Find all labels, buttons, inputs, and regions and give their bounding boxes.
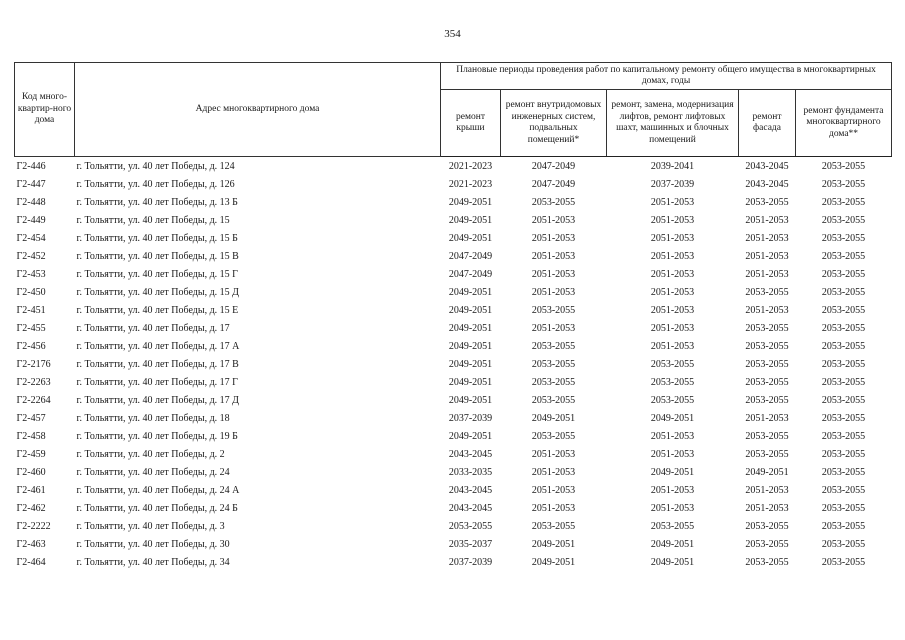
- cell-roof: 2021-2023: [448, 178, 493, 190]
- cell-code: Г2-452: [16, 250, 46, 262]
- cell-elevators: 2049-2051: [650, 538, 695, 550]
- cell-engineering: 2053-2055: [531, 520, 576, 532]
- cell-facade: 2053-2055: [745, 556, 789, 568]
- cell-code: Г2-463: [16, 538, 46, 550]
- cell-address: г. Тольятти, ул. 40 лет Победы, д. 15 Д: [76, 286, 239, 298]
- cell-address: г. Тольятти, ул. 40 лет Победы, д. 24: [76, 466, 230, 478]
- cell-address: г. Тольятти, ул. 40 лет Победы, д. 24 Б: [76, 502, 238, 514]
- cell-code: Г2-2264: [16, 394, 51, 406]
- cell-roof: 2049-2051: [448, 232, 493, 244]
- cell-facade: 2053-2055: [745, 520, 789, 532]
- cell-engineering: 2051-2053: [531, 448, 576, 460]
- cell-foundation: 2053-2055: [821, 286, 866, 298]
- table-row: [15, 319, 892, 337]
- cell-address: г. Тольятти, ул. 40 лет Победы, д. 19 Б: [76, 430, 238, 442]
- cell-roof: 2043-2045: [448, 448, 493, 460]
- cell-foundation: 2053-2055: [821, 178, 866, 190]
- cell-foundation: 2053-2055: [821, 556, 866, 568]
- cell-roof: 2021-2023: [448, 160, 493, 172]
- cell-address: г. Тольятти, ул. 40 лет Победы, д. 34: [76, 556, 230, 568]
- cell-code: Г2-447: [16, 178, 46, 190]
- cell-foundation: 2053-2055: [821, 538, 866, 550]
- cell-elevators: 2051-2053: [650, 250, 695, 262]
- cell-facade: 2053-2055: [745, 538, 789, 550]
- cell-engineering: 2053-2055: [531, 394, 576, 406]
- cell-foundation: 2053-2055: [821, 322, 866, 334]
- cell-engineering: 2053-2055: [531, 340, 576, 352]
- cell-address: г. Тольятти, ул. 40 лет Победы, д. 15 Б: [76, 232, 238, 244]
- cell-code: Г2-451: [16, 304, 46, 316]
- cell-foundation: 2053-2055: [821, 412, 866, 424]
- cell-address: г. Тольятти, ул. 40 лет Победы, д. 24 А: [76, 484, 240, 496]
- cell-code: Г2-464: [16, 556, 46, 568]
- table-row: [15, 463, 892, 481]
- cell-foundation: 2053-2055: [821, 304, 866, 316]
- cell-address: г. Тольятти, ул. 40 лет Победы, д. 13 Б: [76, 196, 238, 208]
- cell-address: г. Тольятти, ул. 40 лет Победы, д. 15 В: [76, 250, 239, 262]
- cell-code: Г2-457: [16, 412, 46, 424]
- cell-address: г. Тольятти, ул. 40 лет Победы, д. 18: [76, 412, 230, 424]
- cell-elevators: 2051-2053: [650, 304, 695, 316]
- cell-roof: 2043-2045: [448, 502, 493, 514]
- table-row: [15, 499, 892, 517]
- cell-address: г. Тольятти, ул. 40 лет Победы, д. 17: [76, 322, 230, 334]
- header-foundation: ремонт фундамента многоквартирного дома**: [796, 90, 892, 157]
- cell-elevators: 2051-2053: [650, 268, 695, 280]
- cell-foundation: 2053-2055: [821, 268, 866, 280]
- cell-roof: 2047-2049: [448, 250, 493, 262]
- cell-engineering: 2053-2055: [531, 430, 576, 442]
- cell-facade: 2051-2053: [745, 502, 789, 514]
- cell-elevators: 2051-2053: [650, 232, 695, 244]
- table-row: [15, 355, 892, 373]
- cell-elevators: 2051-2053: [650, 286, 695, 298]
- cell-roof: 2047-2049: [448, 268, 493, 280]
- cell-facade: 2053-2055: [745, 322, 789, 334]
- cell-foundation: 2053-2055: [821, 340, 866, 352]
- cell-engineering: 2051-2053: [531, 502, 576, 514]
- cell-facade: 2053-2055: [745, 286, 789, 298]
- cell-elevators: 2039-2041: [650, 160, 695, 172]
- cell-elevators: 2053-2055: [650, 376, 695, 388]
- cell-address: г. Тольятти, ул. 40 лет Победы, д. 17 В: [76, 358, 239, 370]
- cell-engineering: 2053-2055: [531, 358, 576, 370]
- cell-facade: 2053-2055: [745, 376, 789, 388]
- cell-code: Г2-2263: [16, 376, 51, 388]
- cell-foundation: 2053-2055: [821, 484, 866, 496]
- cell-roof: 2049-2051: [448, 376, 493, 388]
- table-row: [15, 535, 892, 553]
- cell-code: Г2-458: [16, 430, 46, 442]
- cell-elevators: 2037-2039: [650, 178, 695, 190]
- cell-facade: 2049-2051: [745, 466, 789, 478]
- table-row: [15, 337, 892, 355]
- cell-facade: 2051-2053: [745, 304, 789, 316]
- cell-facade: 2043-2045: [745, 160, 789, 172]
- cell-engineering: 2051-2053: [531, 250, 576, 262]
- table-row: [15, 481, 892, 499]
- cell-engineering: 2051-2053: [531, 268, 576, 280]
- cell-engineering: 2051-2053: [531, 484, 576, 496]
- cell-roof: 2037-2039: [448, 412, 493, 424]
- table-row: [15, 445, 892, 463]
- table-row: [15, 373, 892, 391]
- cell-roof: 2033-2035: [448, 466, 493, 478]
- cell-facade: 2053-2055: [745, 394, 789, 406]
- cell-address: г. Тольятти, ул. 40 лет Победы, д. 3: [76, 520, 225, 532]
- capital-repair-table: [14, 62, 892, 571]
- table-row: [15, 283, 892, 301]
- cell-engineering: 2047-2049: [531, 178, 576, 190]
- cell-address: г. Тольятти, ул. 40 лет Победы, д. 15: [76, 214, 230, 226]
- cell-address: г. Тольятти, ул. 40 лет Победы, д. 17 Д: [76, 394, 239, 406]
- cell-foundation: 2053-2055: [821, 520, 866, 532]
- cell-roof: 2037-2039: [448, 556, 493, 568]
- cell-engineering: 2049-2051: [531, 538, 576, 550]
- cell-code: Г2-461: [16, 484, 46, 496]
- cell-engineering: 2051-2053: [531, 286, 576, 298]
- cell-code: Г2-460: [16, 466, 46, 478]
- header-code: Код много-квартир-ного дома: [15, 63, 75, 157]
- cell-code: Г2-454: [16, 232, 46, 244]
- table-row: [15, 409, 892, 427]
- page-number: 354: [444, 28, 461, 40]
- cell-facade: 2053-2055: [745, 196, 789, 208]
- cell-foundation: 2053-2055: [821, 160, 866, 172]
- header-planned-periods: Плановые периоды проведения работ по капитальному ремонту общего имущества в многоквартирных домах, годы: [441, 63, 892, 90]
- cell-elevators: 2053-2055: [650, 394, 695, 406]
- cell-roof: 2049-2051: [448, 430, 493, 442]
- cell-elevators: 2051-2053: [650, 196, 695, 208]
- header-engineering: ремонт внутридомовых инженерных систем, подвальных помещений*: [501, 90, 607, 157]
- table-row: [15, 157, 892, 176]
- cell-engineering: 2051-2053: [531, 322, 576, 334]
- cell-address: г. Тольятти, ул. 40 лет Победы, д. 15 Г: [76, 268, 238, 280]
- header-elevators: ремонт, замена, модернизация лифтов, ремонт лифтовых шахт, машинных и блочных помещений: [607, 90, 739, 157]
- cell-foundation: 2053-2055: [821, 430, 866, 442]
- cell-address: г. Тольятти, ул. 40 лет Победы, д. 30: [76, 538, 230, 550]
- table-row: [15, 517, 892, 535]
- cell-facade: 2051-2053: [745, 484, 789, 496]
- header-address: Адрес многоквартирного дома: [75, 63, 441, 157]
- cell-address: г. Тольятти, ул. 40 лет Победы, д. 17 Г: [76, 376, 238, 388]
- cell-roof: 2049-2051: [448, 340, 493, 352]
- cell-elevators: 2051-2053: [650, 430, 695, 442]
- cell-address: г. Тольятти, ул. 40 лет Победы, д. 2: [76, 448, 225, 460]
- cell-roof: 2049-2051: [448, 286, 493, 298]
- cell-roof: 2049-2051: [448, 196, 493, 208]
- cell-facade: 2051-2053: [745, 232, 789, 244]
- cell-roof: 2049-2051: [448, 322, 493, 334]
- cell-facade: 2053-2055: [745, 340, 789, 352]
- cell-foundation: 2053-2055: [821, 502, 866, 514]
- cell-elevators: 2049-2051: [650, 466, 695, 478]
- table-row: [15, 211, 892, 229]
- cell-elevators: 2051-2053: [650, 214, 695, 226]
- table-row: [15, 391, 892, 409]
- cell-code: Г2-449: [16, 214, 46, 226]
- table-row: [15, 301, 892, 319]
- cell-address: г. Тольятти, ул. 40 лет Победы, д. 126: [76, 178, 235, 190]
- table-row: [15, 247, 892, 265]
- header-roof: ремонт крыши: [441, 90, 501, 157]
- cell-foundation: 2053-2055: [821, 466, 866, 478]
- cell-code: Г2-448: [16, 196, 46, 208]
- cell-foundation: 2053-2055: [821, 448, 866, 460]
- cell-elevators: 2051-2053: [650, 322, 695, 334]
- cell-address: г. Тольятти, ул. 40 лет Победы, д. 124: [76, 160, 235, 172]
- table-row: [15, 229, 892, 247]
- table-body: [15, 157, 892, 572]
- table-row: [15, 175, 892, 193]
- cell-engineering: 2053-2055: [531, 304, 576, 316]
- cell-code: Г2-456: [16, 340, 46, 352]
- cell-engineering: 2053-2055: [531, 376, 576, 388]
- cell-foundation: 2053-2055: [821, 394, 866, 406]
- cell-code: Г2-446: [16, 160, 46, 172]
- cell-code: Г2-455: [16, 322, 46, 334]
- cell-foundation: 2053-2055: [821, 214, 866, 226]
- cell-code: Г2-2176: [16, 358, 51, 370]
- cell-engineering: 2051-2053: [531, 214, 576, 226]
- cell-foundation: 2053-2055: [821, 250, 866, 262]
- cell-engineering: 2047-2049: [531, 160, 576, 172]
- cell-facade: 2051-2053: [745, 268, 789, 280]
- table-row: [15, 553, 892, 571]
- cell-roof: 2049-2051: [448, 214, 493, 226]
- table-header: [15, 63, 892, 157]
- cell-roof: 2035-2037: [448, 538, 493, 550]
- header-facade: ремонт фасада: [739, 90, 796, 157]
- cell-elevators: 2051-2053: [650, 484, 695, 496]
- cell-foundation: 2053-2055: [821, 196, 866, 208]
- cell-elevators: 2049-2051: [650, 412, 695, 424]
- table-row: [15, 427, 892, 445]
- table-row: [15, 193, 892, 211]
- table-row: [15, 265, 892, 283]
- cell-elevators: 2053-2055: [650, 520, 695, 532]
- cell-roof: 2053-2055: [448, 520, 493, 532]
- cell-code: Г2-450: [16, 286, 46, 298]
- cell-address: г. Тольятти, ул. 40 лет Победы, д. 15 Е: [76, 304, 239, 316]
- cell-engineering: 2051-2053: [531, 466, 576, 478]
- cell-engineering: 2049-2051: [531, 412, 576, 424]
- cell-code: Г2-453: [16, 268, 46, 280]
- cell-foundation: 2053-2055: [821, 358, 866, 370]
- cell-elevators: 2051-2053: [650, 448, 695, 460]
- cell-roof: 2049-2051: [448, 394, 493, 406]
- cell-code: Г2-462: [16, 502, 46, 514]
- cell-foundation: 2053-2055: [821, 232, 866, 244]
- cell-address: г. Тольятти, ул. 40 лет Победы, д. 17 А: [76, 340, 240, 352]
- cell-engineering: 2051-2053: [531, 232, 576, 244]
- cell-elevators: 2051-2053: [650, 502, 695, 514]
- cell-foundation: 2053-2055: [821, 376, 866, 388]
- cell-facade: 2051-2053: [745, 412, 789, 424]
- cell-engineering: 2049-2051: [531, 556, 576, 568]
- cell-facade: 2053-2055: [745, 430, 789, 442]
- cell-code: Г2-2222: [16, 520, 51, 532]
- cell-elevators: 2053-2055: [650, 358, 695, 370]
- cell-facade: 2051-2053: [745, 214, 789, 226]
- cell-engineering: 2053-2055: [531, 196, 576, 208]
- cell-facade: 2051-2053: [745, 250, 789, 262]
- cell-facade: 2053-2055: [745, 358, 789, 370]
- cell-code: Г2-459: [16, 448, 46, 460]
- cell-elevators: 2049-2051: [650, 556, 695, 568]
- cell-roof: 2049-2051: [448, 304, 493, 316]
- cell-elevators: 2051-2053: [650, 340, 695, 352]
- cell-facade: 2053-2055: [745, 448, 789, 460]
- cell-facade: 2043-2045: [745, 178, 789, 190]
- cell-roof: 2049-2051: [448, 358, 493, 370]
- cell-roof: 2043-2045: [448, 484, 493, 496]
